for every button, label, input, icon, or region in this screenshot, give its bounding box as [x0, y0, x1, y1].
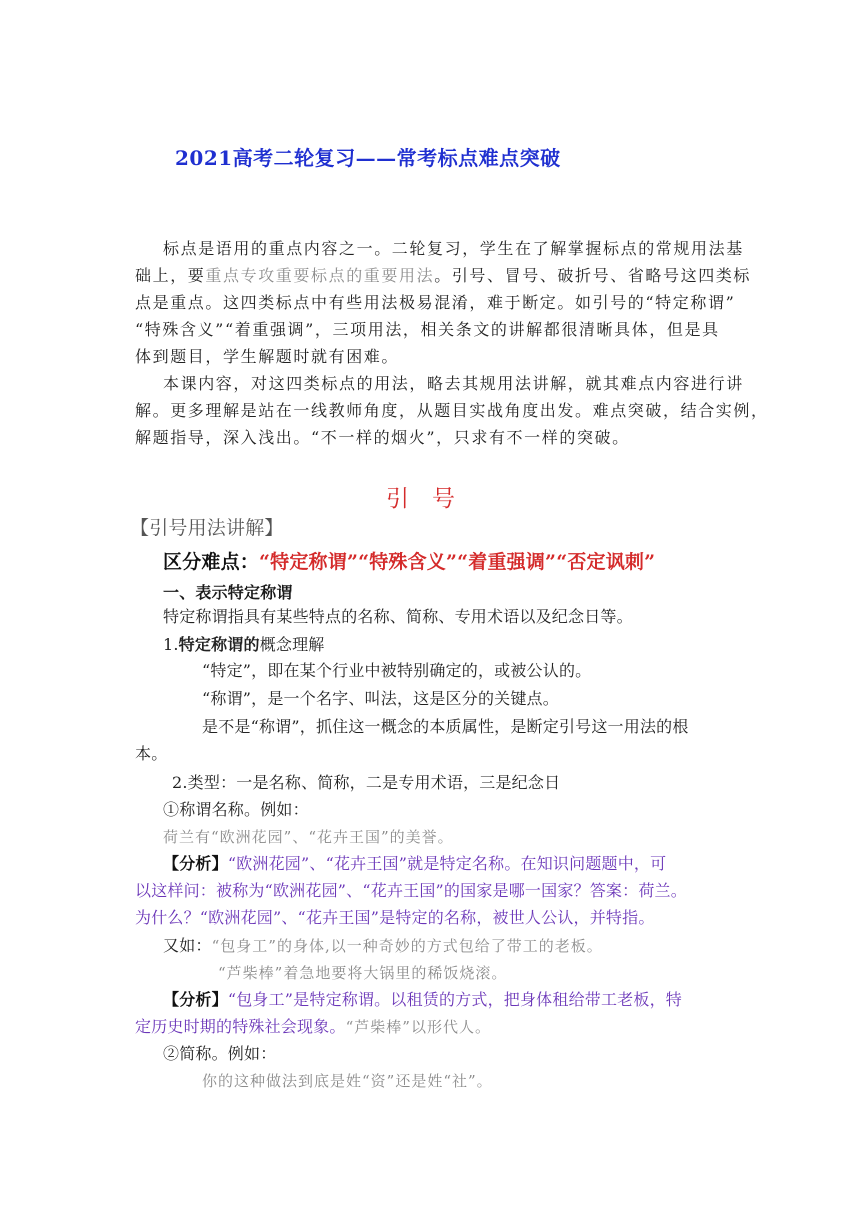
usage-heading: 【引号用法讲解】: [130, 517, 284, 539]
analysis-text: “包身工”是特定称谓。以租赁的方式，把身体租给带工老板，特: [227, 990, 682, 1009]
intro-highlight: 重点专攻重要标点的重要用法: [205, 266, 435, 285]
concept-bold: 特定称谓的: [178, 635, 260, 654]
concept-line-4: 本。: [135, 744, 168, 763]
analysis-text: “欧洲花园”、“花卉王国”就是特定名称。在知识问题题中，可: [227, 854, 667, 873]
concept-number: 1.: [163, 635, 179, 654]
intro-paragraph-1-line-4: “特殊含义”“着重强调”，三项用法，相关条文的讲解都很清晰具体，但是具: [135, 320, 720, 339]
subsection-definition: 特定称谓指具有某些特点的名称、简称、专用术语以及纪念日等。: [163, 607, 633, 626]
example-2-line-1: [163, 935, 603, 957]
analysis-label: 【分析】: [163, 990, 228, 1009]
difficulty-items: “特定称谓”“特殊含义”“着重强调”“否定讽刺”: [259, 551, 656, 573]
subsection-title: 一、表示特定称谓: [163, 583, 293, 602]
example-2-line-2: “芦柴棒”着急地要将大锅里的稀饭烧滚。: [218, 964, 508, 982]
concept-heading: [163, 634, 325, 656]
section-heading: 引 号: [386, 486, 455, 512]
analysis-1-line-1: [163, 853, 666, 875]
intro-paragraph-2-line-3: 解题指导，深入浅出。“不一样的烟火”，只求有不一样的突破。: [135, 428, 630, 447]
type-2-heading: ②简称。例如：: [163, 1044, 277, 1063]
analysis-1-line-3: 为什么？“欧洲花园”、“花卉王国”是特定的名称，被世人公认，并特指。: [135, 908, 655, 927]
intro-paragraph-1-line-2: [135, 265, 751, 287]
analysis-example: “芦柴棒”以形代人。: [345, 1018, 491, 1036]
difficulty-line: [163, 551, 655, 573]
intro-text: 础上，要: [135, 266, 206, 285]
example-1: 荷兰有“欧洲花园”、“花卉王国”的美誉。: [163, 828, 454, 846]
intro-paragraph-1-line-5: 体到题目，学生解题时就有困难。: [135, 347, 400, 366]
intro-paragraph-2-line-1: 本课内容，对这四类标点的用法，略去其规用法讲解，就其难点内容进行讲: [163, 374, 744, 393]
analysis-2-line-1: [163, 989, 682, 1011]
example-3: 你的这种做法到底是姓“资”还是姓“社”。: [202, 1072, 493, 1090]
intro-paragraph-2-line-2: 解。更多理解是站在一线教师角度，从题目实战角度出发。难点突破，结合实例，: [135, 401, 769, 420]
types-line: 2.类型：一是名称、简称，二是专用术语，三是纪念日: [172, 773, 561, 792]
concept-line-3: 是不是“称谓”，抓住这一概念的本质属性，是断定引号这一用法的根: [202, 717, 689, 736]
concept-line-2: “称谓”，是一个名字、叫法，这是区分的关键点。: [202, 689, 559, 708]
analysis-2-line-2: [135, 1016, 491, 1038]
analysis-label: 【分析】: [163, 854, 228, 873]
analysis-text: 定历史时期的特殊社会现象。: [135, 1017, 346, 1036]
concept-rest: 概念理解: [259, 635, 325, 654]
type-1-heading: ①称谓名称。例如：: [163, 800, 309, 819]
analysis-1-line-2: 以这样问：被称为“欧洲花园”、“花卉王国”的国家是哪一国家？答案：荷兰。: [135, 881, 687, 900]
document-title: 2021高考二轮复习——常考标点难点突破: [175, 146, 561, 170]
difficulty-label: 区分难点：: [163, 551, 260, 573]
intro-paragraph-1-line-1: 标点是语用的重点内容之一。二轮复习，学生在了解掌握标点的常规用法基: [163, 239, 744, 258]
intro-paragraph-1-line-3: 点是重点。这四类标点中有些用法极易混淆，难于断定。如引号的“特定称谓”: [135, 293, 736, 312]
intro-text: 。引号、冒号、破折号、省略号这四类标: [434, 266, 752, 285]
example-2-text: “包身工”的身体,以一种奇妙的方式包给了带工的老板。: [211, 937, 603, 955]
also-label: 又如：: [163, 936, 212, 955]
concept-line-1: “特定”，即在某个行业中被特别确定的，或被公认的。: [202, 661, 592, 680]
